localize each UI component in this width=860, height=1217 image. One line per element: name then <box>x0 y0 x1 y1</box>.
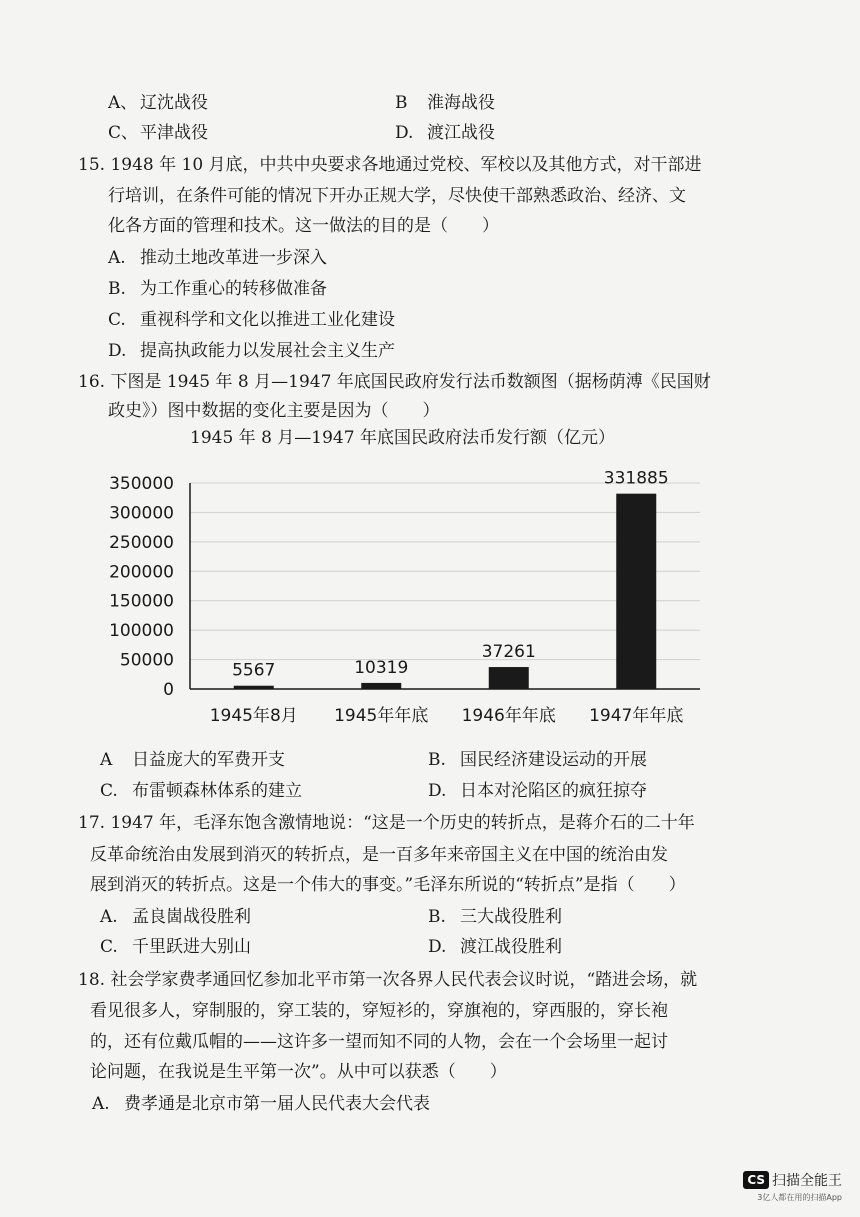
bar-data-label: 331885 <box>603 468 669 489</box>
q14-option-b: B 淮海战役 <box>395 93 495 113</box>
y-tick-label: 300000 <box>109 503 174 524</box>
q18-stem-line-3: 的，还有位戴瓜帽的——这许多一望而知不同的人物，会在一个会场里一起讨 <box>90 1032 668 1052</box>
bar <box>361 683 401 689</box>
q17-option-b: B. 三大战役胜利 <box>428 907 562 927</box>
q15-stem-line-1: 15. 1948 年 10 月底，中共中央要求各地通过党校、军校以及其他方式，对干部进 <box>78 155 702 175</box>
y-tick-label: 50000 <box>119 650 174 671</box>
q15-option-a: A. 推动土地改革进一步深入 <box>108 248 327 268</box>
bar-data-label: 10319 <box>354 657 409 678</box>
x-category-label: 1947年年底 <box>589 706 684 726</box>
q17-option-d: D. 渡江战役胜利 <box>428 937 562 957</box>
q14-option-a: A、 辽沈战役 <box>108 93 208 113</box>
q16-option-b: B. 国民经济建设运动的开展 <box>428 750 647 770</box>
bar-data-label: 5567 <box>232 660 276 681</box>
q17-stem-line-3: 展到消灭的转折点。这是一个伟大的事变。”毛泽东所说的“转折点”是指（ ） <box>90 875 686 895</box>
q14-option-c: C、 平津战役 <box>108 123 208 143</box>
q17-stem-line-2: 反革命统治由发展到消灭的转折点，是一百多年来帝国主义在中国的统治由发 <box>90 845 668 865</box>
y-tick-label: 150000 <box>109 591 174 612</box>
q15-option-b: B. 为工作重心的转移做准备 <box>108 279 327 299</box>
scanner-watermark <box>743 1170 842 1204</box>
scanner-tagline: 3亿人都在用的扫描App <box>757 1193 842 1202</box>
camscanner-logo-icon: CS <box>743 1171 769 1189</box>
q16-option-c: C. 布雷顿森林体系的建立 <box>100 781 302 801</box>
x-category-label: 1945年年底 <box>334 706 429 726</box>
q15-stem-line-2: 行培训，在条件可能的情况下开办正规大学，尽快使干部熟悉政治、经济、文 <box>108 186 686 206</box>
q15-option-d: D. 提高执政能力以发展社会主义生产 <box>108 341 395 361</box>
x-category-label: 1946年年底 <box>461 706 556 726</box>
q15-option-c: C. 重视科学和文化以推进工业化建设 <box>108 310 395 330</box>
q14-option-d: D. 渡江战役 <box>395 123 495 143</box>
y-tick-label: 250000 <box>109 532 174 553</box>
chart-title: 1945 年 8 月—1947 年底国民政府法币发行额（亿元） <box>190 428 615 448</box>
q16-option-a: A 日益庞大的军费开支 <box>100 750 285 770</box>
q17-option-a: A. 孟良崮战役胜利 <box>100 907 251 927</box>
q16-stem-line-2: 政史》）图中数据的变化主要是因为（ ） <box>108 401 440 421</box>
q17-option-c: C. 千里跃进大别山 <box>100 937 251 957</box>
y-tick-label: 350000 <box>109 474 174 494</box>
bar-data-label: 37261 <box>481 642 536 663</box>
bar <box>234 686 274 689</box>
q18-stem-line-2: 看见很多人，穿制服的，穿工装的，穿短衫的，穿旗袍的，穿西服的，穿长袍 <box>90 1001 668 1021</box>
scanner-app-name: 扫描全能王 <box>772 1173 842 1189</box>
q16-stem-line-1: 16. 下图是 1945 年 8 月—1947 年底国民政府发行法币数额图（据杨荫溥《民国财 <box>78 372 711 392</box>
x-category-label: 1945年8月 <box>209 706 298 726</box>
q16-option-d: D. 日本对沦陷区的疯狂掠夺 <box>428 781 647 801</box>
bar <box>489 667 529 689</box>
bar-chart <box>90 455 710 735</box>
y-tick-label: 100000 <box>109 621 174 642</box>
q18-stem-line-1: 18. 社会学家费孝通回忆参加北平市第一次各界人民代表会议时说，“踏进会场，就 <box>78 970 698 990</box>
q18-stem-line-4: 论问题，在我说是生平第一次”。从中可以获悉（ ） <box>90 1062 507 1082</box>
bar <box>616 494 656 689</box>
y-tick-label: 200000 <box>109 562 174 583</box>
y-tick-label: 0 <box>163 680 174 700</box>
q18-option-a: A. 费孝通是北京市第一届人民代表大会代表 <box>92 1094 430 1114</box>
q15-stem-line-3: 化各方面的管理和技术。这一做法的目的是（ ） <box>108 216 499 236</box>
q17-stem-line-1: 17. 1947 年，毛泽东饱含激情地说：“这是一个历史的转折点，是蒋介石的二十年 <box>78 813 695 833</box>
